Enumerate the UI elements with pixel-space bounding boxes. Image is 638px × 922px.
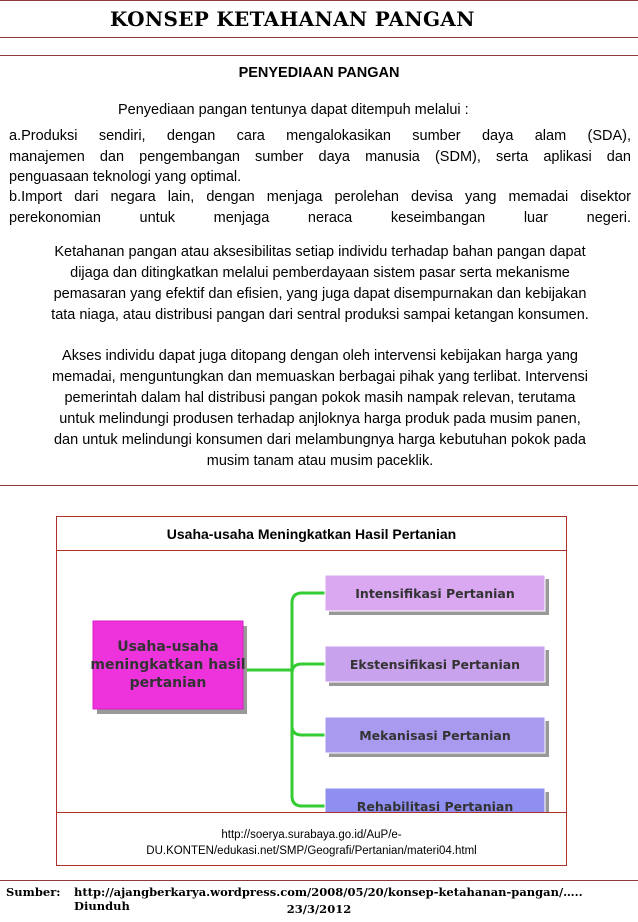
- footer-date: 23/3/2012: [286, 902, 352, 916]
- connector-lines: [245, 593, 325, 806]
- paragraph-3-line-1: Akses individu dapat juga ditopang dengan oleh intervensi kebijakan harga yang: [62, 348, 578, 364]
- paragraph-2-line-2: dijaga dan ditingkatkan melalui pemberdayaan sistem pasar serta mekanisme: [70, 265, 570, 281]
- diagram-source-line-1: http://soerya.surabaya.go.id/AuP/e-: [221, 829, 402, 841]
- branch-node-2-label: Ekstensifikasi Pertanian: [349, 657, 521, 672]
- point-a-line-1: a.Produksi sendiri, dengan cara mengalokasikan sumber daya alam (SDA),: [9, 128, 631, 144]
- root-node-line-1: Usaha-usaha: [117, 639, 219, 655]
- paragraph-3-line-6: musim tanam atau musim paceklik.: [206, 453, 434, 469]
- branch-node-3: [325, 717, 549, 757]
- diagram-title: Usaha-usaha Meningkatkan Hasil Pertanian: [166, 526, 457, 542]
- connector-branch-3: [292, 726, 325, 735]
- paragraph-3-line-4: untuk melindungi produsen terhadap anjloknya harga produk pada musim panen,: [59, 411, 581, 427]
- point-b-line-2: perekonomian untuk menjaga neraca keseimbangan luar negeri.: [9, 210, 631, 226]
- branch-node-4-label: Rehabilitasi Pertanian: [356, 799, 514, 812]
- branch-node-4: [325, 788, 549, 812]
- footer-source-link[interactable]: http://ajangberkarya.wordpress.com/2008/05/20/konsep-ketahanan-pangan/….. Diunduh: [74, 885, 583, 913]
- connector-branch-2: [292, 664, 325, 673]
- diagram-title-row: [57, 517, 566, 551]
- diagram-source-row: [57, 812, 566, 866]
- paragraph-3-line-5: dan untuk melindungi konsumen dari melambungnya harga kebutuhan pokok pada: [53, 432, 587, 448]
- footer-label: Sumber:: [6, 885, 61, 899]
- paragraph-3-line-2: memadai, menguntungkan dan memuaskan berbagai pihak yang terlibat. Intervensi: [51, 369, 589, 385]
- point-a-line-3: penguasaan teknologi yang optimal.: [9, 169, 242, 185]
- intro-text: Penyediaan pangan tentunya dapat ditempuh melalui :: [118, 102, 469, 118]
- page-title: KONSEP KETAHANAN PANGAN: [110, 7, 475, 31]
- root-node-line-2: meningkatkan hasil: [90, 657, 246, 673]
- content-box: [0, 55, 638, 486]
- diagram-source-link[interactable]: [57, 827, 566, 859]
- root-node-line-3: pertanian: [129, 675, 207, 691]
- point-b-line-1: b.Import dari negara lain, dengan menjaga perolehan devisa yang memadai disektor: [9, 189, 631, 205]
- branch-node-3-label: Mekanisasi Pertanian: [359, 728, 511, 743]
- paragraph-2-line-1: Ketahanan pangan atau aksesibilitas setiap individu terhadap bahan pangan dapat: [54, 244, 586, 260]
- footer: [0, 880, 638, 922]
- branch-node-2: [325, 646, 549, 686]
- branch-node-1: [325, 575, 549, 615]
- paragraph-3-line-3: pemerintah dalam hal distribusi pangan pokok masih nampak relevan, terutama: [64, 390, 576, 406]
- diagram-figure: [57, 551, 566, 812]
- paragraph-2-line-3: pemasaran yang efektif dan efisien, yang juga dapat disempurnakan dan kebijakan: [53, 286, 587, 302]
- title-bar: [0, 0, 638, 38]
- branch-node-1-label: Intensifikasi Pertanian: [355, 586, 515, 601]
- connector-trunk: [292, 593, 302, 806]
- section-heading: PENYEDIAAN PANGAN: [238, 65, 400, 81]
- paragraph-2-line-4: tata niaga, atau distribusi pangan dari sentral produksi sampai ketangan konsumen.: [51, 307, 589, 323]
- root-node: [90, 621, 247, 714]
- point-a-line-2: manajemen dan pengembangan sumber daya manusia (SDM), serta aplikasi dan: [9, 149, 631, 165]
- diagram-box: [56, 516, 567, 866]
- diagram-source-line-2: DU.KONTEN/edukasi.net/SMP/Geografi/Pertanian/materi04.html: [146, 845, 477, 857]
